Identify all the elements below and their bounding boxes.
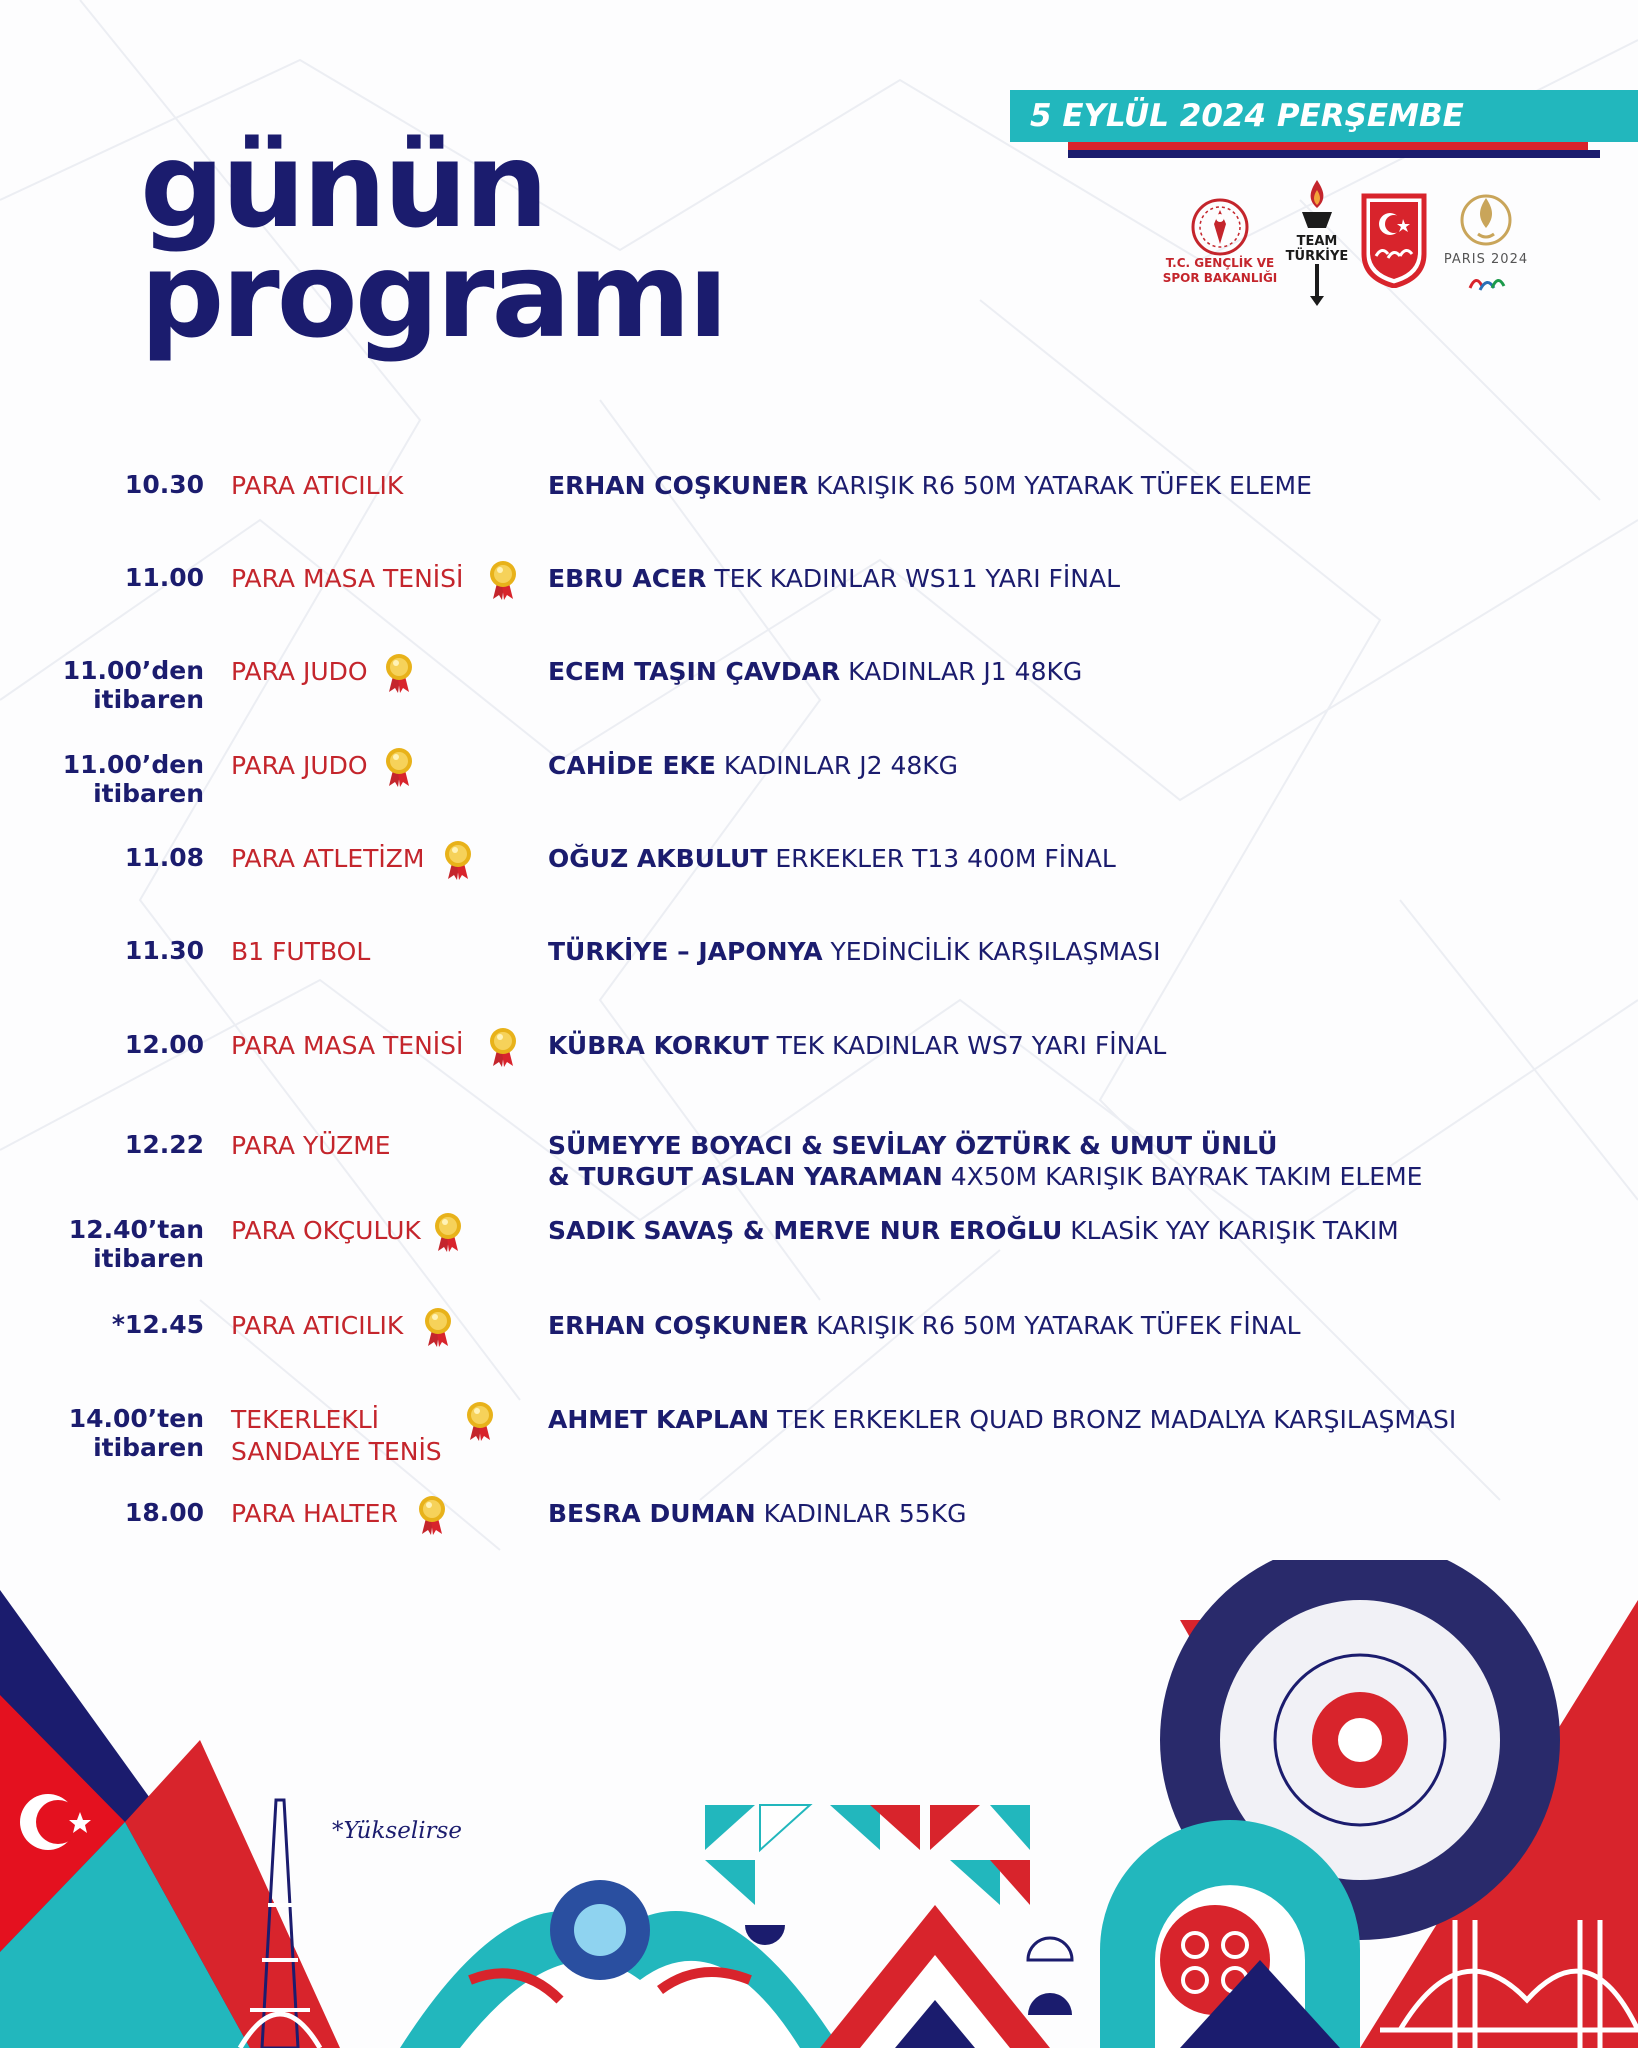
sport-name-line-1: PARA ATLETİZM (231, 844, 425, 873)
event-detail: TEK KADINLAR WS11 YARI FİNAL (706, 564, 1121, 593)
event-time-main: *12.45 (111, 1310, 204, 1339)
event-line-1 (548, 750, 1608, 781)
event-time-suffix: itibaren (93, 779, 204, 808)
athlete-names: CAHİDE EKE (548, 751, 716, 780)
event-line-1 (548, 1310, 1608, 1341)
sport-name (231, 1498, 531, 1530)
sport-name (231, 750, 531, 782)
event-time (4, 656, 204, 714)
athlete-names: BESRA DUMAN (548, 1499, 756, 1528)
event-detail: KARIŞIK R6 50M YATARAK TÜFEK ELEME (808, 471, 1312, 500)
sport-name (231, 936, 531, 968)
athlete-names: SADIK SAVAŞ & MERVE NUR EROĞLU (548, 1216, 1063, 1245)
event-detail-2: 4X50M KARIŞIK BAYRAK TAKIM ELEME (942, 1162, 1423, 1191)
athlete-names: ERHAN COŞKUNER (548, 471, 809, 500)
medal-icon (384, 652, 414, 694)
paris-2024-text: PARIS 2024 (1443, 252, 1529, 267)
sport-name-line-1: PARA HALTER (231, 1499, 398, 1528)
event-time-main: 11.08 (124, 843, 204, 872)
event-time-suffix: itibaren (93, 1433, 204, 1462)
event-detail: KADINLAR J2 48KG (715, 751, 959, 780)
date-banner-red-stripe (1068, 142, 1588, 150)
event-time (4, 563, 204, 592)
event-time-main: 11.30 (124, 936, 204, 965)
event-time-main: 12.40’tan (68, 1215, 204, 1244)
sport-name-line-2: SANDALYE TENİS (231, 1437, 442, 1466)
event-description (548, 1310, 1608, 1341)
medal-icon (488, 1026, 518, 1068)
event-time-main: 10.30 (124, 470, 204, 499)
agitos-icon (1468, 270, 1506, 294)
sport-name-line-1: PARA YÜZME (231, 1131, 391, 1160)
decorative-footer-artwork (0, 1560, 1638, 2048)
sport-name-line-1: PARA OKÇULUK (231, 1216, 421, 1245)
medal-icon (488, 559, 518, 601)
event-detail: ERKEKLER T13 400M FİNAL (767, 844, 1116, 873)
event-description (548, 1404, 1608, 1435)
event-description (548, 1130, 1608, 1192)
event-time (4, 843, 204, 872)
event-detail: KADINLAR 55KG (755, 1499, 967, 1528)
athlete-names: EBRU ACER (548, 564, 707, 593)
medal-icon (443, 839, 473, 881)
ministry-logo-icon (1188, 196, 1252, 258)
medal-icon (423, 1306, 453, 1348)
sport-name (231, 843, 531, 875)
event-time-suffix: itibaren (93, 1244, 204, 1273)
event-line-1 (548, 563, 1608, 594)
event-description (548, 470, 1608, 501)
athlete-names: ECEM TAŞIN ÇAVDAR (548, 657, 841, 686)
paralympic-committee-logo-icon (1358, 190, 1430, 288)
event-time (4, 1130, 204, 1159)
medal-icon (433, 1211, 463, 1253)
event-time-main: 11.00 (124, 563, 204, 592)
athlete-names: ERHAN COŞKUNER (548, 1311, 809, 1340)
date-banner-navy-stripe (1068, 150, 1600, 158)
sport-name-line-1: B1 FUTBOL (231, 937, 371, 966)
event-line-1 (548, 1498, 1608, 1529)
event-description (548, 1498, 1608, 1529)
ministry-name-line-1: T.C. GENÇLİK VE (1165, 256, 1275, 270)
event-line-1 (548, 843, 1608, 874)
event-line-2 (548, 1161, 1608, 1192)
sport-name-line-1: PARA ATICILIK (231, 471, 404, 500)
sport-name-line-1: PARA ATICILIK (231, 1311, 404, 1340)
sport-name-line-1: PARA MASA TENİSİ (231, 564, 464, 593)
event-description (548, 563, 1608, 594)
sport-name (231, 656, 531, 688)
athlete-names: OĞUZ AKBULUT (548, 844, 768, 873)
team-logo-text-line-2: TÜRKİYE (1285, 249, 1349, 264)
paris-2024-flame-icon (1458, 190, 1514, 250)
event-description (548, 656, 1608, 687)
event-time-main: 18.00 (124, 1498, 204, 1527)
event-line-1 (548, 936, 1608, 967)
medal-icon (417, 1494, 447, 1536)
event-detail: TEK KADINLAR WS7 YARI FİNAL (768, 1031, 1167, 1060)
athlete-names: AHMET KAPLAN (548, 1405, 770, 1434)
event-time (4, 470, 204, 499)
event-time-main: 12.00 (124, 1030, 204, 1059)
event-line-1 (548, 1215, 1608, 1246)
medal-icon (465, 1400, 495, 1442)
event-detail: KADINLAR J1 48KG (840, 657, 1083, 686)
event-line-1 (548, 1130, 1608, 1161)
sport-name-line-1: PARA JUDO (231, 751, 368, 780)
event-time (4, 1404, 204, 1462)
event-description (548, 1215, 1608, 1246)
team-logo-text-line-1: TEAM (1296, 234, 1338, 249)
athlete-names: SÜMEYYE BOYACI & SEVİLAY ÖZTÜRK & UMUT ÜNLÜ (548, 1131, 1278, 1160)
event-description (548, 750, 1608, 781)
event-description (548, 1030, 1608, 1061)
event-line-1 (548, 470, 1608, 501)
event-time (4, 1310, 204, 1339)
event-time-main: 14.00’ten (68, 1404, 204, 1433)
title-line-1: günün (140, 116, 546, 254)
event-detail: YEDİNCİLİK KARŞILAŞMASI (822, 937, 1161, 966)
event-description (548, 936, 1608, 967)
sport-name-line-1: TEKERLEKLİ (231, 1405, 380, 1434)
medal-icon (384, 746, 414, 788)
sport-name (231, 470, 531, 502)
ministry-name-line-2: SPOR BAKANLIĞI (1162, 271, 1278, 285)
sport-name (231, 1215, 531, 1247)
athlete-names-2: & TURGUT ASLAN YARAMAN (548, 1162, 943, 1191)
event-time (4, 1215, 204, 1273)
athlete-names: TÜRKİYE – JAPONYA (548, 937, 823, 966)
event-line-1 (548, 656, 1608, 687)
sport-name-line-1: PARA JUDO (231, 657, 368, 686)
sport-name (231, 1310, 531, 1342)
athlete-names: KÜBRA KORKUT (548, 1031, 769, 1060)
footnote: *Yükselirse (332, 1818, 462, 1844)
sport-name (231, 563, 531, 595)
sport-name (231, 1130, 531, 1162)
event-detail: TEK ERKEKLER QUAD BRONZ MADALYA KARŞILAŞMASI (769, 1405, 1457, 1434)
event-time-main: 12.22 (124, 1130, 204, 1159)
event-time (4, 1030, 204, 1059)
event-time (4, 750, 204, 808)
event-time (4, 936, 204, 965)
event-time-suffix: itibaren (93, 685, 204, 714)
page-title (140, 116, 726, 364)
sport-name (231, 1030, 531, 1062)
event-time-main: 11.00’den (62, 750, 204, 779)
event-time (4, 1498, 204, 1527)
date-text: 5 EYLÜL 2024 PERŞEMBE (1030, 98, 1464, 134)
event-description (548, 843, 1608, 874)
sponsor-logos (1158, 178, 1538, 308)
sport-name-line-1: PARA MASA TENİSİ (231, 1031, 464, 1060)
event-line-1 (548, 1030, 1608, 1061)
event-time-main: 11.00’den (62, 656, 204, 685)
date-banner (1010, 90, 1638, 142)
title-line-2: programı (140, 226, 726, 364)
event-line-1 (548, 1404, 1608, 1435)
event-detail: KLASİK YAY KARIŞIK TAKIM (1062, 1216, 1399, 1245)
event-detail: KARIŞIK R6 50M YATARAK TÜFEK FİNAL (808, 1311, 1301, 1340)
